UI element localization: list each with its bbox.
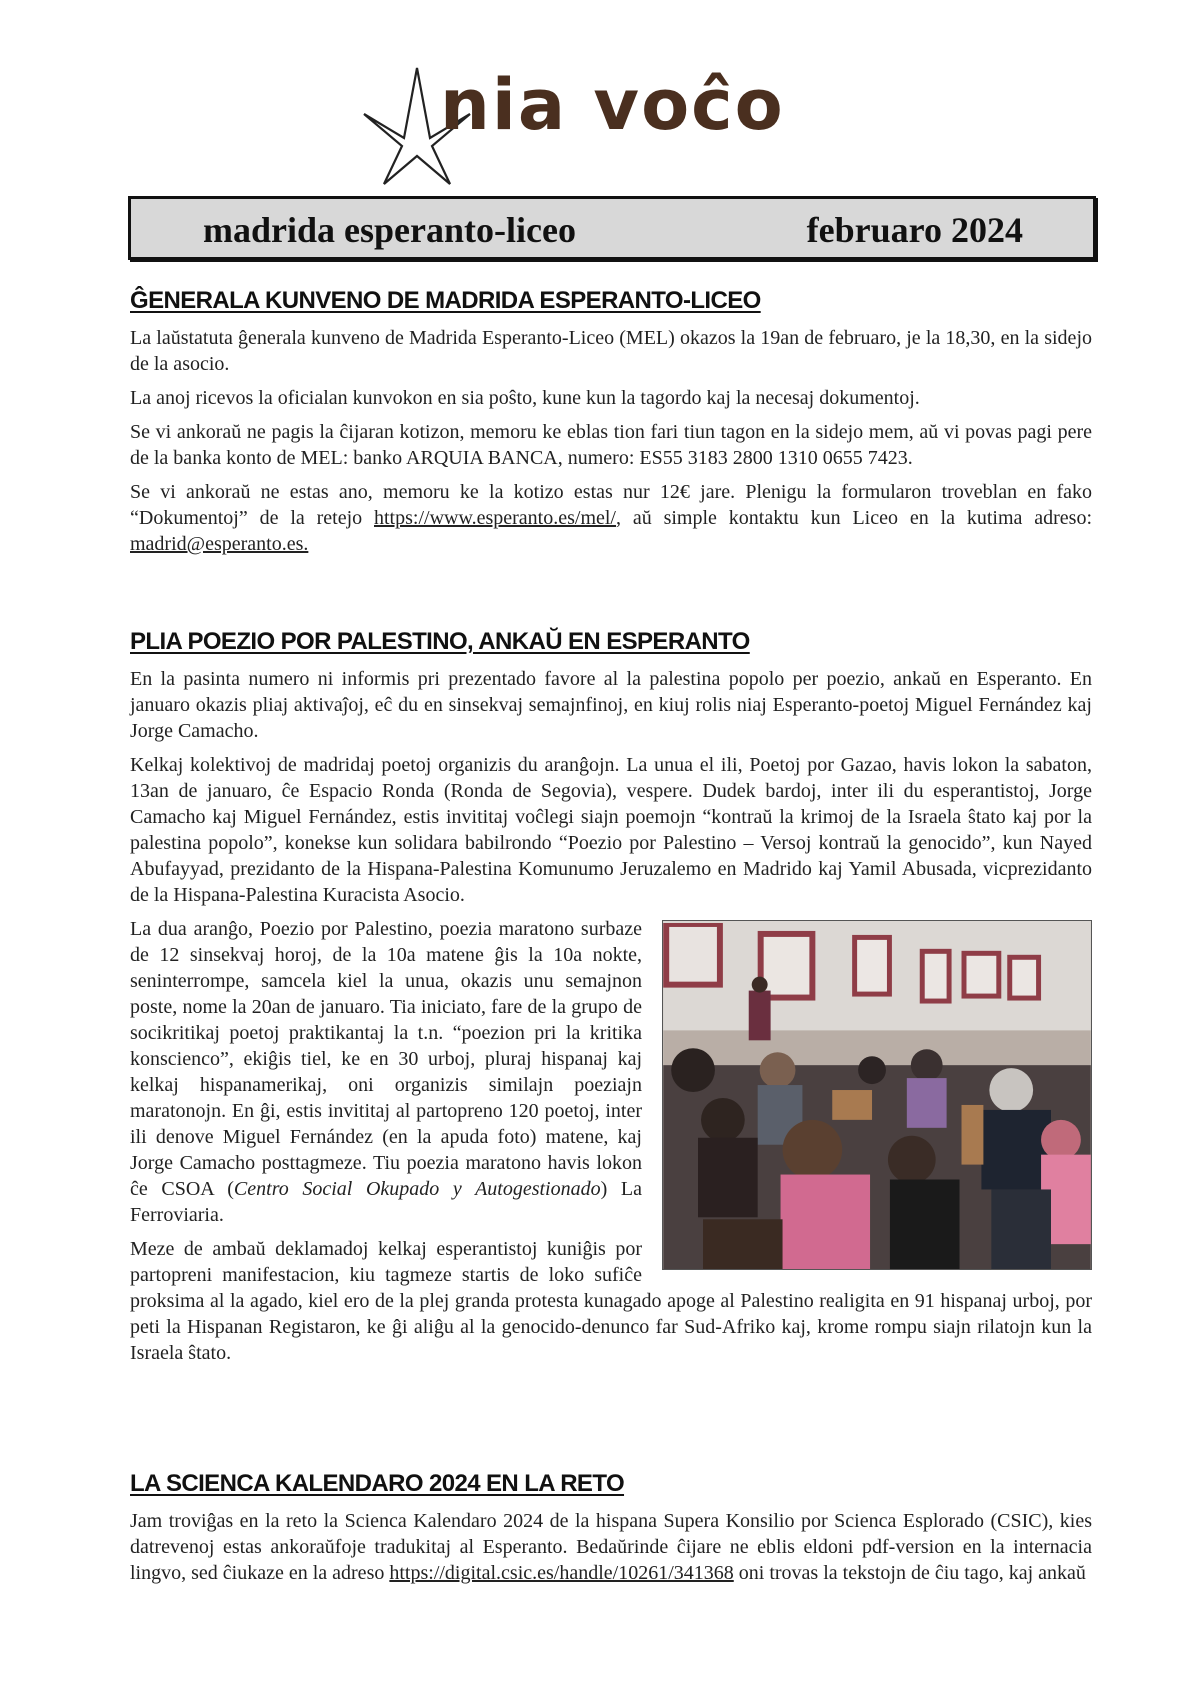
italic-org-name: Centro Social Okupado y Autogestionado bbox=[233, 1178, 601, 1200]
email-link[interactable]: madrid@esperanto.es. bbox=[130, 533, 309, 555]
csic-calendar-link[interactable]: https://digital.csic.es/handle/10261/341368 bbox=[389, 1562, 734, 1584]
paragraph-text: oni trovas la tekstojn de ĉiu tago, kaj ankaŭ bbox=[733, 1562, 1086, 1584]
article-poetry-palestine bbox=[130, 628, 1092, 1366]
paragraph: Kelkaj kolektivoj de madridaj poetoj organizis du aranĝojn. La unua el ili, Poetoj por Gazao, havis lokon la sabaton, 13an de januaro, ĉe Espacio Ronda (Ronda de Segovia), vespere. Dudek bardoj, inter ili du esperantistoj, Jorge Camacho kaj Miguel Fernández, estis invititaj voĉlegi siajn poemojn “kontraŭ la krimoj de la Israela ŝtato kaj por la palestina popolo”, konekse kun solidara babilrondo “Poezio por Palestino – Versoj kontraŭ la genocido”, kun Nayed Abufayyad, prezidanto de la Hispana-Palestina Komunumo Jeruzalemo en Madrido kaj Yamil Abusada, vicprezidanto de la Hispana-Palestina Kuracista Asocio. bbox=[130, 754, 1092, 906]
article-heading: ĜENERALA KUNVENO DE MADRIDA ESPERANTO-LICEO bbox=[130, 287, 761, 314]
paragraph: En la pasinta numero ni informis pri prezentado favore al la palestina popolo per poezio, ankaŭ en Esperanto. En januaro okazis pliaj aktivaĵoj, eĉ du en sinsekvaj semajnfinoj, en kiuj rolis niaj Esperanto-poetoj Miguel Fernández kaj Jorge Camacho. bbox=[130, 668, 1092, 742]
event-photo bbox=[662, 920, 1092, 1270]
publisher-name: madrida esperanto-liceo bbox=[203, 210, 576, 250]
paragraph-text: Se vi ankoraŭ ne estas ano, memoru ke la kotizo estas nur 12€ jare. Plenigu la formularon troveblan en fako “Dokumentoj” de la retejo bbox=[130, 481, 1092, 529]
paragraph-text: Jam troviĝas en la reto la Scienca Kalendaro 2024 de la hispana Supera Konsilio por Scienca Esplorado (CSIC), kies datrevenoj estas ankoraŭfoje tradukitaj al Esperanto. Bedaŭrinde ĉijare ne eblis eldoni pdf-version en la internacia lingvo, sed ĉiukaze en la adreso bbox=[130, 1510, 1092, 1584]
paragraph: La laŭstatuta ĝenerala kunveno de Madrida Esperanto-Liceo (MEL) okazos la 19an de februaro, je la 18,30, en la sidejo de la asocio. bbox=[130, 327, 1092, 375]
paragraph: Meze de ambaŭ deklamadoj kelkaj esperantistoj kuniĝis por partopreni manifestacion, kiu tagmeze startis de loko sufiĉe proksima al la agado, kiel ero de la plej granda protesta kunagado apoge al Palestino realigita en 91 hispanaj urboj, por peti la Hispanan Registaron, ke ĝi aliĝu al la genocido-denunco far Sud-Afriko kaj, krome rompu siajn rilatojn kun la Israela ŝtato. bbox=[130, 1238, 1092, 1364]
paragraph bbox=[130, 1508, 1092, 1586]
article-general-meeting bbox=[130, 287, 1092, 557]
mel-website-link[interactable]: https://www.esperanto.es/mel/ bbox=[374, 507, 616, 529]
article-heading: PLIA POEZIO POR PALESTINO, ANKAŬ EN ESPERANTO bbox=[130, 628, 750, 655]
paragraph-text: La dua aranĝo, Poezio por Palestino, poezia maratono surbaze de 12 sinsekvaj horoj, de la 10a matene ĝis la 10a nokte, seninterrompe, samcela kiel la unua, okazis unu semajnon poste, nome la 20an de januaro. Tia iniciato, fare de la grupo de socikritikaj poetoj praktikantaj la t.n. “poezion pri la kritika konscienco”, ekiĝis tiel, ke en 30 urboj, pluraj hispanaj kaj kelkaj hispanamerikaj, oni organizis similajn poeziajn maratonojn. En ĝi, estis invititaj al partopreno 120 poetoj, inter ili denove Miguel Fernández (en la apuda foto) matene, kaj Jorge Camacho posttagmeze. Tiu poezia maratono havis lokon ĉe CSOA ( bbox=[130, 918, 642, 1200]
article-heading: LA SCIENCA KALENDARO 2024 EN LA RETO bbox=[130, 1470, 625, 1497]
paragraph: Se vi ankoraŭ ne pagis la ĉijaran kotizon, memoru ke eblas tion fari tiun tagon en la sidejo mem, aŭ vi povas pagi pere de la banka konto de MEL: banko ARQUIA BANCA, numero: ES55 3183 2800 1310 0655 7423. bbox=[130, 421, 1092, 469]
paragraph-text: ) La Ferroviaria. bbox=[130, 1178, 642, 1226]
paragraph bbox=[130, 916, 1092, 1228]
paragraph: La anoj ricevos la oficialan kunvokon en sia poŝto, kune kun la tagordo kaj la necesaj dokumentoj. bbox=[130, 387, 920, 409]
paragraph-text: , aŭ simple kontaktu kun Liceo en la kutima adreso: bbox=[616, 507, 1092, 529]
photo-frame bbox=[662, 920, 1092, 1270]
issue-date: februaro 2024 bbox=[806, 210, 1023, 250]
paragraph bbox=[130, 479, 1092, 557]
article-science-calendar bbox=[130, 1470, 1092, 1586]
title-banner bbox=[128, 196, 1096, 260]
newsletter-logo: nia voĉo bbox=[440, 64, 785, 146]
